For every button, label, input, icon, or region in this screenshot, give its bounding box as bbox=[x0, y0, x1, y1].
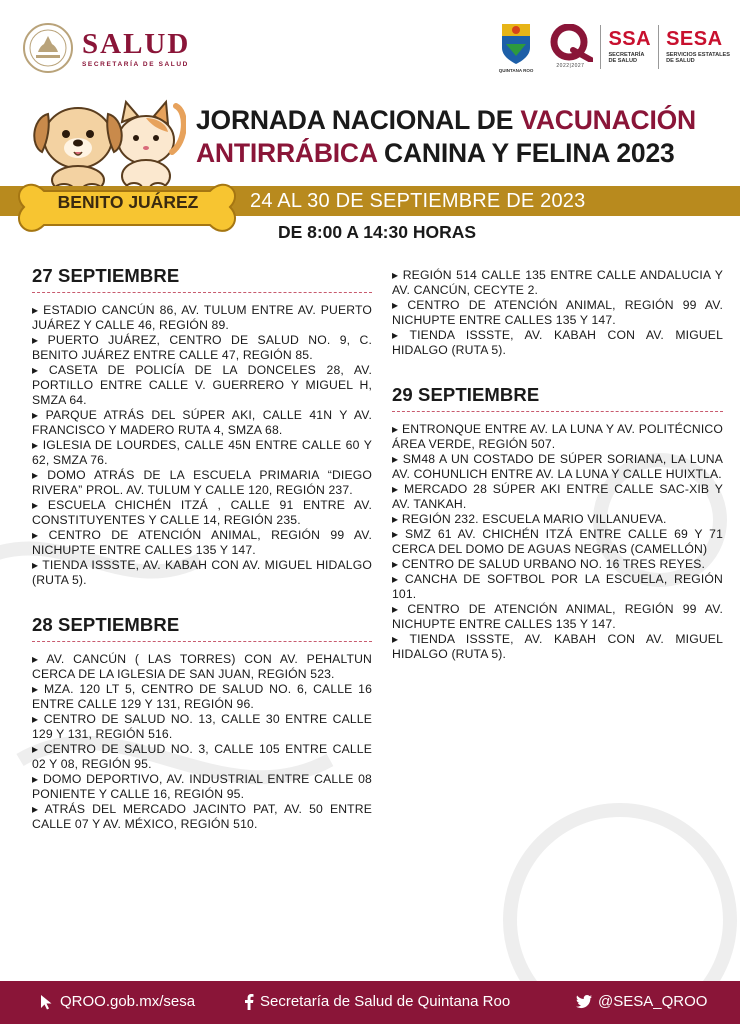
bullet-icon: ▸ bbox=[32, 558, 39, 572]
sesa-logo bbox=[666, 29, 730, 65]
list-item: ▸ CANCHA DE SOFTBOL POR LA ESCUELA, REGIÓN 101. bbox=[392, 572, 723, 601]
list-item: ▸ CASETA DE POLICÍA DE LA DONCELES 28, AV. PORTILLO ENTRE CALLE V. GUERRERO Y MIGUEL H, SMZA 64. bbox=[32, 363, 372, 407]
title-line1-a: JORNADA NACIONAL DE bbox=[196, 105, 521, 135]
bullet-icon: ▸ bbox=[392, 268, 399, 282]
list-item: ▸ MERCADO 28 SÚPER AKI ENTRE CALLE SAC-XIB Y AV. TANKAH. bbox=[392, 482, 723, 511]
left-column bbox=[32, 265, 372, 832]
bullet-icon: ▸ bbox=[32, 303, 39, 317]
facebook-icon bbox=[244, 994, 254, 1010]
bullet-icon: ▸ bbox=[392, 328, 399, 342]
list-item: ▸ TIENDA ISSSTE, AV. KABAH CON AV. MIGUEL HIDALGO (RUTA 5). bbox=[392, 632, 723, 661]
list-item: ▸ REGIÓN 232. ESCUELA MARIO VILLANUEVA. bbox=[392, 512, 667, 526]
title-line2-a: ANTIRRÁBICA bbox=[196, 138, 377, 168]
bullet-icon: ▸ bbox=[32, 652, 39, 666]
section-28-continued bbox=[392, 268, 723, 358]
q-logo bbox=[547, 24, 593, 69]
sesa-sub-line2: DE SALUD bbox=[666, 58, 695, 64]
hours-label: DE 8:00 A 14:30 HORAS bbox=[277, 222, 477, 242]
day-heading: 27 SEPTIEMBRE bbox=[32, 265, 180, 286]
ssa-wordmark: SSA bbox=[608, 27, 652, 50]
list-item: ▸ DOMO ATRÁS DE LA ESCUELA PRIMARIA “DIEGO RIVERA” PROL. AV. TULUM Y CALLE 120, REGIÓN 237. bbox=[32, 468, 373, 497]
page-title bbox=[196, 104, 726, 170]
day-heading: 29 SEPTIEMBRE bbox=[392, 384, 540, 405]
twitter-icon bbox=[576, 995, 592, 1009]
salud-subtitle: SECRETARÍA DE SALUD bbox=[82, 60, 189, 68]
ssa-sub-line2: DE SALUD bbox=[608, 58, 638, 64]
date-range: 24 AL 30 DE SEPTIEMBRE DE 2023 bbox=[250, 190, 586, 212]
municipality-label: BENITO JUÁREZ bbox=[57, 192, 199, 212]
list-item: ▸ ESTADIO CANCÚN 86, AV. TULUM ENTRE AV. PUERTO JUÁREZ Y CALLE 46, REGIÓN 89. bbox=[32, 303, 372, 332]
list-item: ▸ REGIÓN 514 CALLE 135 ENTRE CALLE ANDALUCIA Y AV. CANCÚN, CECYTE 2. bbox=[392, 268, 723, 297]
quintana-roo-shield-icon bbox=[500, 20, 532, 68]
list-item: ▸ ATRÁS DEL MERCADO JACINTO PAT, AV. 50 ENTRE CALLE 07 Y AV. MÉXICO, REGIÓN 510. bbox=[32, 802, 372, 831]
list-item: ▸ ENTRONQUE ENTRE AV. LA LUNA Y AV. POLITÉCNICO ÁREA VERDE, REGIÓN 507. bbox=[392, 422, 723, 451]
list-item: ▸ AV. CANCÚN ( LAS TORRES) CON AV. PEHALTUN CERCA DE LA IGLESIA DE SAN JUAN, REGIÓN 523. bbox=[32, 652, 372, 681]
bullet-icon: ▸ bbox=[32, 528, 39, 542]
list-item: ▸ ESCUELA CHICHÉN ITZÁ , CALLE 91 ENTRE AV. CONSTITUYENTES Y CALLE 14, REGIÓN 235. bbox=[32, 498, 373, 527]
q-logo-icon bbox=[547, 24, 593, 62]
list-item: ▸ CENTRO DE SALUD NO. 3, CALLE 105 ENTRE CALLE 02 Y 08, REGIÓN 95. bbox=[32, 742, 372, 771]
bullet-icon: ▸ bbox=[32, 802, 39, 816]
mexico-seal-icon bbox=[22, 22, 74, 74]
bullet-icon: ▸ bbox=[32, 742, 39, 756]
list-item: ▸ TIENDA ISSSTE, AV. KABAH CON AV. MIGUEL HIDALGO (RUTA 5). bbox=[32, 558, 372, 587]
section-28 bbox=[32, 614, 372, 832]
partner-logos bbox=[499, 20, 730, 73]
list-item: ▸ PARQUE ATRÁS DEL SÚPER AKI, CALLE 41N Y AV. FRANCISCO Y MADERO RUTA 4, SMZA 68. bbox=[32, 408, 372, 437]
list-item: ▸ IGLESIA DE LOURDES, CALLE 45N ENTRE CALLE 60 Y 62, SMZA 76. bbox=[32, 438, 373, 467]
bullet-icon: ▸ bbox=[392, 572, 399, 586]
bullet-icon: ▸ bbox=[392, 632, 399, 646]
salud-logo bbox=[22, 22, 190, 74]
dashed-divider bbox=[32, 292, 372, 293]
bullet-icon: ▸ bbox=[32, 438, 39, 452]
bullet-icon: ▸ bbox=[32, 772, 39, 786]
bullet-icon: ▸ bbox=[392, 298, 399, 312]
footer-twitter-text: @SESA_QROO bbox=[598, 993, 708, 1010]
bullet-icon: ▸ bbox=[392, 557, 399, 571]
list-item: ▸ SM48 A UN COSTADO DE SÚPER SORIANA, LA LUNA AV. COHUNLICH ENTRE AV. LA LUNA Y CALLE HUIXTLA. bbox=[392, 452, 723, 481]
sesa-wordmark: SESA bbox=[666, 27, 723, 50]
bullet-icon: ▸ bbox=[32, 712, 39, 726]
logo-divider bbox=[600, 25, 601, 69]
cursor-arrow-icon bbox=[40, 994, 54, 1010]
bullet-icon: ▸ bbox=[392, 452, 399, 466]
list-item: ▸ MZA. 120 LT 5, CENTRO DE SALUD NO. 6, CALLE 16 ENTRE CALLE 129 Y 131, REGIÓN 96. bbox=[32, 682, 373, 711]
right-column bbox=[392, 268, 723, 662]
ssa-logo bbox=[608, 29, 651, 65]
dashed-divider bbox=[392, 411, 723, 412]
section-27 bbox=[32, 265, 372, 588]
bullet-icon: ▸ bbox=[32, 468, 39, 482]
footer-website-text: QROO.gob.mx/sesa bbox=[60, 993, 196, 1010]
footer-twitter-link[interactable] bbox=[576, 993, 707, 1010]
list-item: ▸ TIENDA ISSSTE, AV. KABAH CON AV. MIGUEL HIDALGO (RUTA 5). bbox=[392, 328, 723, 357]
logo-divider bbox=[658, 25, 659, 69]
bullet-icon: ▸ bbox=[32, 408, 39, 422]
footer-facebook-link[interactable] bbox=[244, 993, 510, 1010]
list-item: ▸ CENTRO DE SALUD URBANO NO. 16 TRES REYES. bbox=[392, 557, 706, 571]
list-item: ▸ DOMO DEPORTIVO, AV. INDUSTRIAL ENTRE CALLE 08 PONIENTE Y CALLE 16, REGIÓN 95. bbox=[32, 772, 372, 801]
list-item: ▸ PUERTO JUÁREZ, CENTRO DE SALUD NO. 9, C. BENITO JUÁREZ ENTRE CALLE 47, REGIÓN 85. bbox=[32, 333, 372, 362]
salud-wordmark: SALUD bbox=[82, 27, 191, 60]
quintana-roo-label: QUINTANA ROO bbox=[498, 68, 534, 73]
bullet-icon: ▸ bbox=[392, 602, 399, 616]
day-heading: 28 SEPTIEMBRE bbox=[32, 614, 180, 635]
list-item: ▸ CENTRO DE SALUD NO. 13, CALLE 30 ENTRE CALLE 129 Y 131, REGIÓN 516. bbox=[32, 712, 372, 741]
quintana-roo-logo bbox=[499, 20, 534, 73]
title-line2-b: CANINA Y FELINA 2023 bbox=[376, 138, 675, 168]
dashed-divider bbox=[32, 641, 372, 642]
section-29 bbox=[392, 384, 723, 662]
bullet-icon: ▸ bbox=[32, 498, 39, 512]
list-item: ▸ CENTRO DE ATENCIÓN ANIMAL, REGIÓN 99 AV. NICHUPTE ENTRE CALLES 135 Y 147. bbox=[32, 528, 372, 557]
q-logo-years: 2022|2027 bbox=[556, 63, 585, 69]
list-item: ▸ CENTRO DE ATENCIÓN ANIMAL, REGIÓN 99 AV. NICHUPTE ENTRE CALLES 135 Y 147. bbox=[392, 602, 723, 631]
bullet-icon: ▸ bbox=[392, 527, 399, 541]
bullet-icon: ▸ bbox=[392, 512, 399, 526]
title-line1-b: VACUNACIÓN bbox=[520, 105, 696, 135]
bullet-icon: ▸ bbox=[32, 363, 39, 377]
list-item: ▸ SMZ 61 AV. CHICHÉN ITZÁ ENTRE CALLE 69 Y 71 CERCA DEL DOMO DE AGUAS NEGRAS (CAMELLÓN) bbox=[392, 527, 723, 556]
list-item: ▸ CENTRO DE ATENCIÓN ANIMAL, REGIÓN 99 AV. NICHUPTE ENTRE CALLES 135 Y 147. bbox=[392, 298, 723, 327]
ssa-sub-line1: SECRETARÍA bbox=[608, 51, 645, 58]
bullet-icon: ▸ bbox=[392, 422, 399, 436]
bullet-icon: ▸ bbox=[392, 482, 399, 496]
footer-facebook-text: Secretaría de Salud de Quintana Roo bbox=[260, 993, 511, 1010]
bullet-icon: ▸ bbox=[32, 333, 39, 347]
bullet-icon: ▸ bbox=[32, 682, 39, 696]
footer-website-link[interactable] bbox=[40, 993, 195, 1010]
footer-bar bbox=[0, 981, 740, 1024]
sesa-sub-line1: SERVICIOS ESTATALES bbox=[666, 51, 730, 58]
